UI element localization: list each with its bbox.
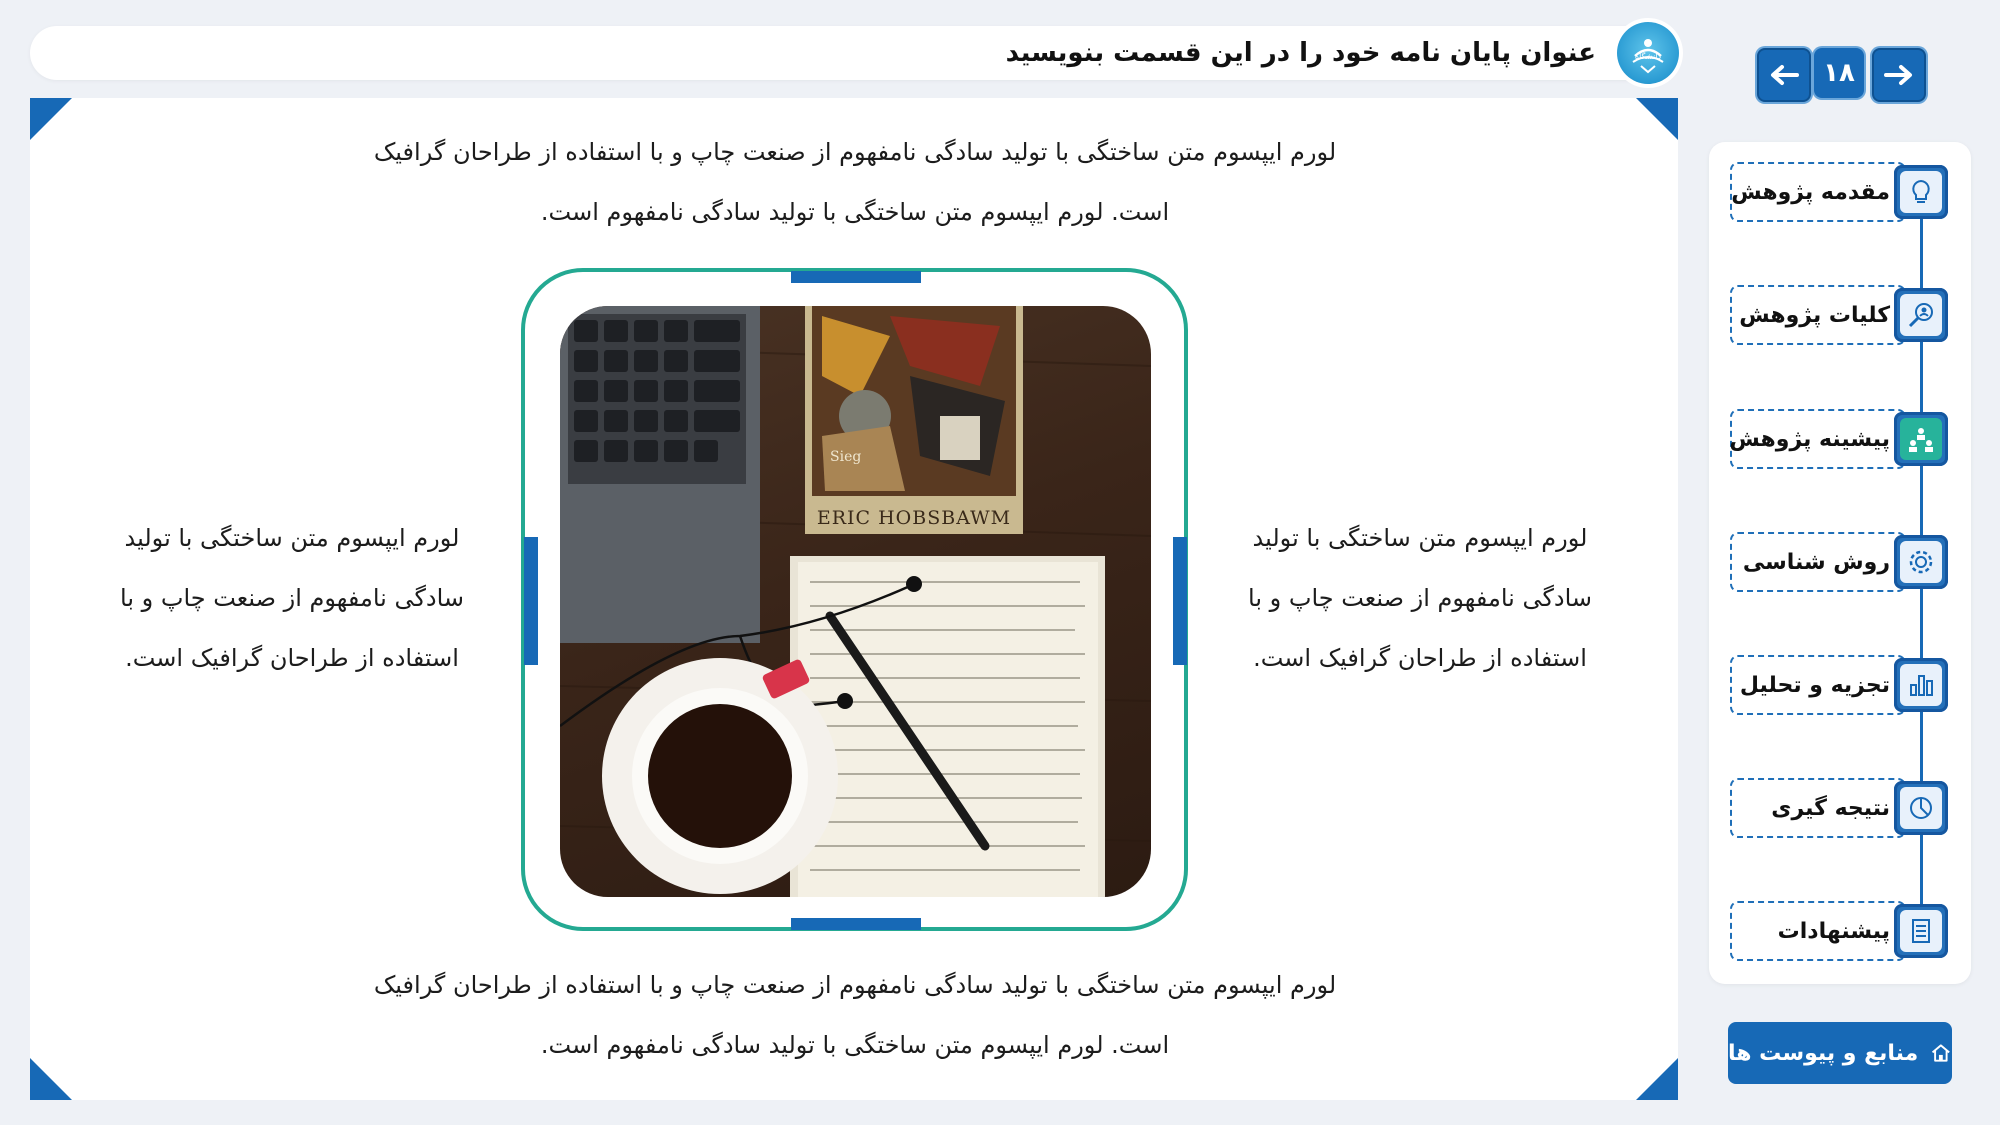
- menu-item-suggestions[interactable]: پیشنهادات: [1730, 901, 1952, 961]
- logo-text: دانشگاه: [1634, 52, 1662, 61]
- lightbulb-icon: [1894, 165, 1948, 219]
- book-title: ERIC HOBSBAWM: [816, 507, 1012, 529]
- arrow-right-icon: [1884, 64, 1914, 86]
- team-hierarchy-icon: [1894, 412, 1948, 466]
- corner-decoration: [1636, 98, 1678, 140]
- prev-page-button[interactable]: [1757, 48, 1811, 102]
- menu-item-literature[interactable]: پیشینه پژوهش: [1730, 409, 1952, 469]
- frame-accent-bottom: [791, 918, 921, 930]
- corner-decoration: [30, 1058, 72, 1100]
- home-icon: [1930, 1038, 1952, 1068]
- title-bar: [30, 26, 1678, 80]
- bottom-paragraph: لورم ایپسوم متن ساختگی با تولید سادگی نامفهوم از صنعت چاپ و با استفاده از طراحان گرافیک است. لورم ایپسوم متن ساختگی با تولید سادگی نامفهوم است.: [373, 971, 1337, 1059]
- menu-item-methodology[interactable]: روش شناسی: [1730, 532, 1952, 592]
- page-title: عنوان پایان نامه خود را در این قسمت بنویسید: [1005, 38, 1596, 68]
- document-icon: [1894, 904, 1948, 958]
- book-spine-word: Sieg: [830, 449, 862, 465]
- frame-accent-right: [1173, 537, 1187, 665]
- bar-chart-icon: [1894, 658, 1948, 712]
- next-page-button[interactable]: [1872, 48, 1926, 102]
- page-number: ۱۸: [1814, 48, 1864, 98]
- menu-item-overview[interactable]: کلیات پژوهش: [1730, 285, 1952, 345]
- menu-item-conclusion[interactable]: نتیجه گیری: [1730, 778, 1952, 838]
- corner-decoration: [1636, 1058, 1678, 1100]
- corner-decoration: [30, 98, 72, 140]
- frame-accent-left: [524, 537, 538, 665]
- left-paragraph: لورم ایپسوم متن ساختگی با تولید سادگی نامفهوم از صنعت چاپ و با استفاده از طراحان گرافیک است.: [120, 524, 464, 672]
- arrow-left-icon: [1769, 64, 1799, 86]
- top-paragraph: لورم ایپسوم متن ساختگی با تولید سادگی نامفهوم از صنعت چاپ و با استفاده از طراحان گرافیک است. لورم ایپسوم متن ساختگی با تولید سادگی نامفهوم است.: [373, 138, 1337, 226]
- sources-appendix-button[interactable]: منابع و پیوست ها: [1728, 1022, 1952, 1084]
- gear-icon: [1894, 535, 1948, 589]
- menu-item-introduction[interactable]: مقدمه پژوهش: [1730, 162, 1952, 222]
- university-logo: [1613, 18, 1683, 88]
- menu-item-analysis[interactable]: تجزیه و تحلیل: [1730, 655, 1952, 715]
- frame-accent-top: [791, 271, 921, 283]
- desk-photo: [560, 306, 1151, 897]
- magnifier-user-icon: [1894, 288, 1948, 342]
- right-paragraph: لورم ایپسوم متن ساختگی با تولید سادگی نامفهوم از صنعت چاپ و با استفاده از طراحان گرافیک است.: [1248, 524, 1592, 672]
- pie-chart-icon: [1894, 781, 1948, 835]
